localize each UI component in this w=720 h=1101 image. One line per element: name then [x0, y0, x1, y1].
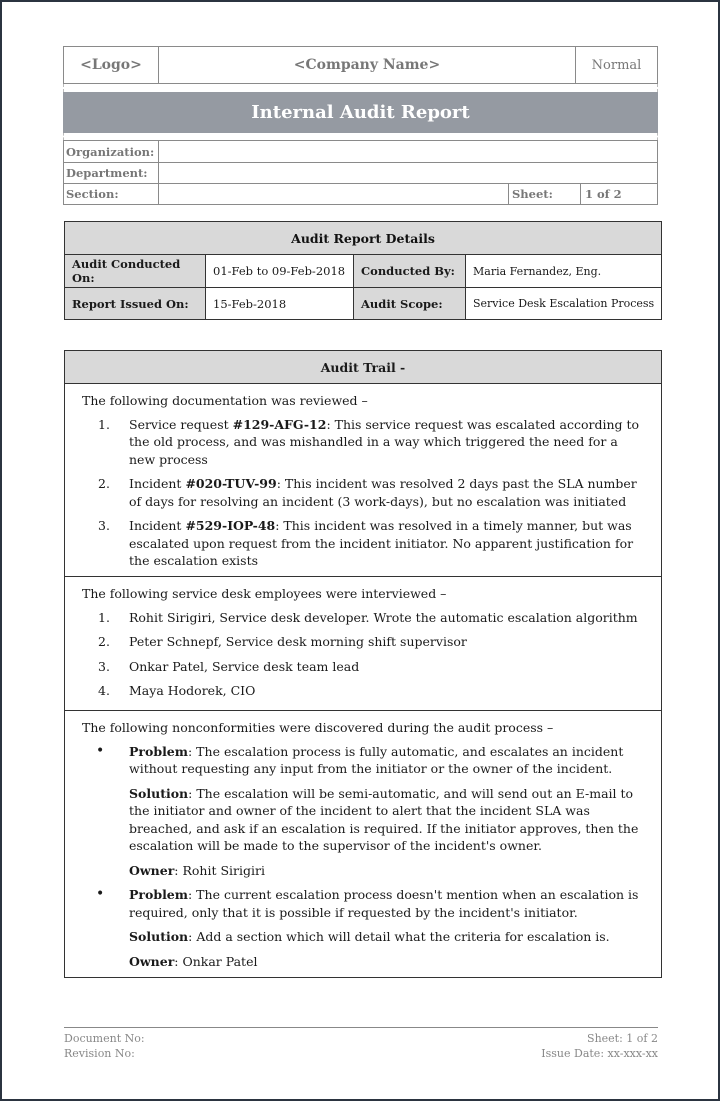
- item-text: [129, 475, 645, 510]
- problem-paragraph: [129, 743, 645, 778]
- problem-label: Problem: [129, 887, 188, 902]
- solution-label: Solution: [129, 929, 189, 944]
- audit-conducted-on-value: 01-Feb to 09-Feb-2018: [206, 255, 354, 287]
- section-row: [64, 183, 657, 204]
- audit-trail-table: [64, 350, 662, 978]
- incident-id: #529-IOP-48: [185, 518, 276, 533]
- nonconformity-item: [82, 886, 645, 970]
- documentation-intro: The following documentation was reviewed –: [82, 393, 368, 408]
- item-text: Maya Hodorek, CIO: [129, 683, 256, 698]
- item-number: 1.: [98, 416, 110, 432]
- item-prefix: Incident: [129, 518, 186, 533]
- item-number: 3.: [98, 518, 110, 533]
- bullet-icon: •: [96, 742, 105, 759]
- header-fields: [63, 140, 658, 205]
- solution-paragraph: [129, 928, 645, 946]
- nonconformities-intro: The following nonconformities were discovered during the audit process –: [82, 720, 554, 735]
- item-prefix: Service request: [129, 416, 233, 432]
- footer-sheet: Sheet: 1 of 2: [587, 1032, 658, 1045]
- item-text: [129, 416, 645, 469]
- solution-paragraph: [129, 785, 645, 855]
- solution-label: Solution: [129, 785, 189, 801]
- header-top-row: [63, 46, 658, 84]
- footer-left: [64, 1031, 145, 1061]
- footer-issue-date: Issue Date: xx-xxx-xx: [541, 1047, 658, 1060]
- revision-number-label: Revision No:: [64, 1047, 135, 1060]
- list-item: [82, 633, 645, 651]
- incident-id: #020-TUV-99: [185, 476, 277, 491]
- organization-label: Organization:: [64, 141, 159, 162]
- nonconformity-body: [129, 743, 645, 880]
- interviews-section: [65, 576, 661, 710]
- report-issued-on-label: Report Issued On:: [65, 288, 206, 319]
- owner-text: : Rohit Sirigiri: [174, 862, 265, 878]
- document-number-label: Document No:: [64, 1032, 145, 1045]
- report-issued-on-value: 15-Feb-2018: [206, 288, 354, 319]
- section-value[interactable]: [159, 184, 508, 204]
- department-value[interactable]: [159, 163, 657, 183]
- company-name: <Company Name>: [159, 47, 576, 83]
- header-spacer: [63, 133, 658, 140]
- documentation-section: [65, 384, 661, 576]
- audit-conducted-on-label: Audit Conducted On:: [65, 255, 206, 287]
- item-description: : This service request was escalated according to the old process, and was mishandled in a way which triggered the need for a new process: [129, 416, 640, 467]
- details-row: [65, 287, 661, 319]
- logo-placeholder: <Logo>: [64, 47, 159, 83]
- owner-label: Owner: [129, 862, 175, 878]
- list-item: [82, 475, 645, 510]
- item-number: 4.: [98, 683, 110, 698]
- audit-report-details-table: [64, 221, 662, 320]
- details-row: [65, 255, 661, 287]
- audit-trail-title: Audit Trail -: [65, 351, 661, 384]
- solution-text: : The escalation will be semi-automatic, and will send out an E-mail to the initiator and owner of the incident to alert that the incident SLA was breached, and ask if an escalation is required. If the initiator approves, then the escalation will be made to the supervisor of the incident's owner.: [129, 785, 639, 853]
- conducted-by-label: Conducted By:: [354, 255, 466, 287]
- bullet-icon: •: [96, 886, 105, 902]
- header-spacer: [63, 84, 658, 92]
- footer-right: [541, 1031, 658, 1061]
- nonconformities-section: [65, 710, 661, 977]
- section-label: Section:: [64, 184, 159, 204]
- item-number: 1.: [98, 609, 110, 625]
- item-description: : This incident was resolved 2 days past the SLA number of days for resolving an incident (3 work-days), but no escalation was initiated: [129, 476, 637, 509]
- sheet-label: Sheet:: [508, 184, 581, 204]
- problem-text: : The escalation process is fully automatic, and escalates an incident without requesting any input from the initiator or the owner of the incident.: [129, 743, 624, 776]
- owner-paragraph: [129, 862, 645, 880]
- list-item: [82, 682, 645, 700]
- nonconformity-item: [82, 743, 645, 880]
- conducted-by-value: Maria Fernandez, Eng.: [473, 264, 602, 278]
- item-number: 2.: [98, 476, 110, 491]
- item-prefix: Incident: [129, 476, 186, 491]
- interviews-intro: The following service desk employees were interviewed –: [82, 586, 447, 601]
- document-footer: [64, 1027, 658, 1061]
- item-text: Rohit Sirigiri, Service desk developer. Wrote the automatic escalation algorithm: [129, 609, 638, 625]
- organization-row: [64, 141, 657, 162]
- organization-value[interactable]: [159, 141, 657, 162]
- nonconformity-body: [129, 886, 645, 970]
- report-title: Internal Audit Report: [63, 92, 658, 133]
- item-description: : This incident was resolved in a timely manner, but was escalated upon request from the incident initiator. No apparent justification for the escalation exists: [129, 518, 634, 568]
- owner-text: : Onkar Patel: [174, 953, 258, 969]
- problem-label: Problem: [129, 743, 188, 759]
- list-item: [82, 658, 645, 676]
- details-title: Audit Report Details: [65, 222, 661, 255]
- list-item: [82, 609, 645, 627]
- audit-scope-label: Audit Scope:: [354, 288, 466, 319]
- document-header: [63, 46, 658, 205]
- owner-paragraph: [129, 953, 645, 971]
- list-item: [82, 517, 645, 570]
- classification-label: Normal: [591, 57, 642, 73]
- request-id: #129-AFG-12: [232, 416, 327, 432]
- department-row: [64, 162, 657, 183]
- item-text: Onkar Patel, Service desk team lead: [129, 658, 360, 674]
- problem-text: : The current escalation process doesn't mention when an escalation is required, only that it is possible if requested by the incident's initiator.: [129, 887, 639, 920]
- item-text: Peter Schnepf, Service desk morning shift supervisor: [129, 634, 467, 649]
- list-item: [82, 416, 645, 469]
- item-text: [129, 517, 645, 570]
- audit-scope-value: Service Desk Escalation Process: [473, 297, 655, 310]
- department-label: Department:: [64, 163, 159, 183]
- item-number: 2.: [98, 634, 110, 649]
- owner-label: Owner: [129, 953, 175, 969]
- sheet-value: 1 of 2: [585, 187, 622, 201]
- solution-text: : Add a section which will detail what the criteria for escalation is.: [188, 929, 610, 944]
- item-number: 3.: [98, 658, 110, 674]
- problem-paragraph: [129, 886, 645, 921]
